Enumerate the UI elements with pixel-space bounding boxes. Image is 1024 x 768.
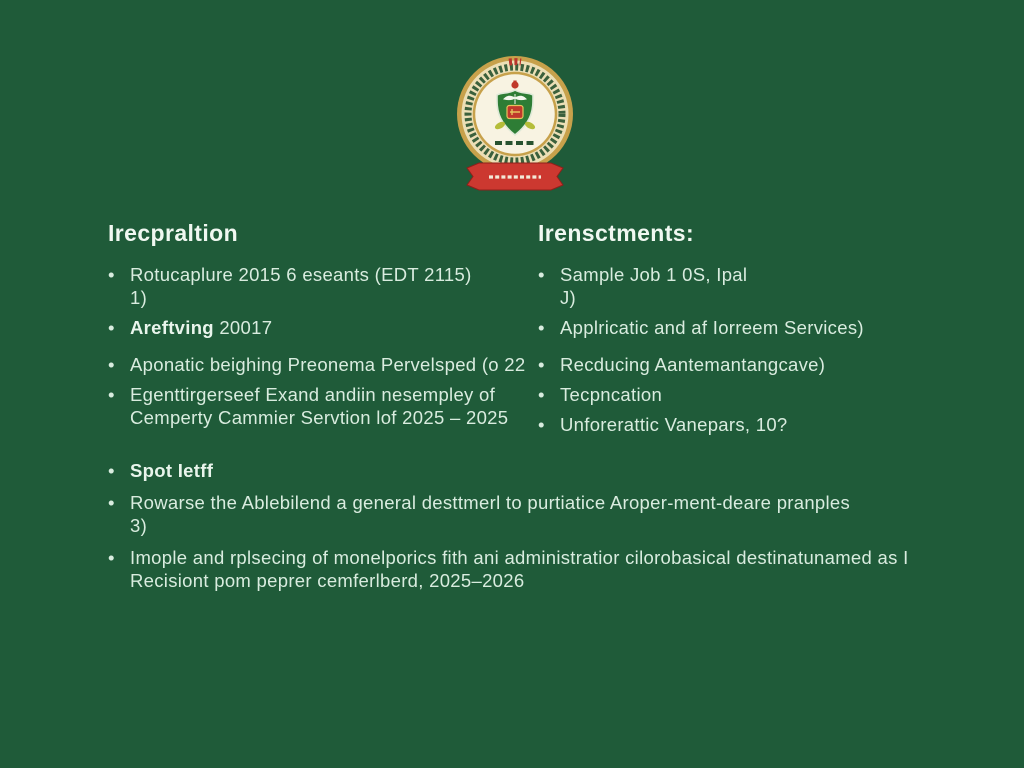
list-item: • Egenttirgerseef Exand andiin nesempley of Cemperty Cammier Servtion lof 2025 – 2025	[104, 383, 534, 429]
list-item: • Aponatic beighing Preonema Pervelsped (o 22	[104, 353, 534, 376]
right-column-list	[534, 263, 964, 436]
list-item: • Spot Ietff	[104, 459, 964, 482]
footer-list	[104, 459, 964, 592]
list-item: • Recducing Aantemantangcave)	[534, 353, 964, 376]
right-column	[534, 220, 964, 443]
two-column-section	[104, 220, 964, 443]
left-column	[104, 220, 534, 443]
left-column-heading: Irecpraltion	[108, 220, 239, 246]
list-item: • Imople and rplsecing of monelporics fith ani administratior cilorobasical destinatunamed as I Recisiont pom peprer cemferlberd, 2025–2026	[104, 546, 964, 592]
emblem-ribbon	[467, 163, 563, 190]
list-item: • Rowarse the Ablebilend a general desttmerl to purtiatice Aroper-ment-deare pranples 3)	[104, 491, 964, 537]
right-column-heading: Irensctments:	[538, 220, 695, 246]
slide-content	[104, 220, 964, 601]
list-item: • Tecpncation	[534, 383, 964, 406]
list-item: • Rotucaplure 2015 6 eseants (EDT 2115) 1)	[104, 263, 534, 309]
left-column-list	[104, 263, 534, 429]
organization-emblem	[449, 54, 581, 196]
list-item: • Sample Job 1 0S, Ipal J)	[534, 263, 964, 309]
list-item: • Areftving 20017	[104, 316, 534, 339]
list-item: • Applricatic and af Iorreem Services)	[534, 316, 964, 339]
list-item: • Unforerattic Vanepars, 10?	[534, 413, 964, 436]
